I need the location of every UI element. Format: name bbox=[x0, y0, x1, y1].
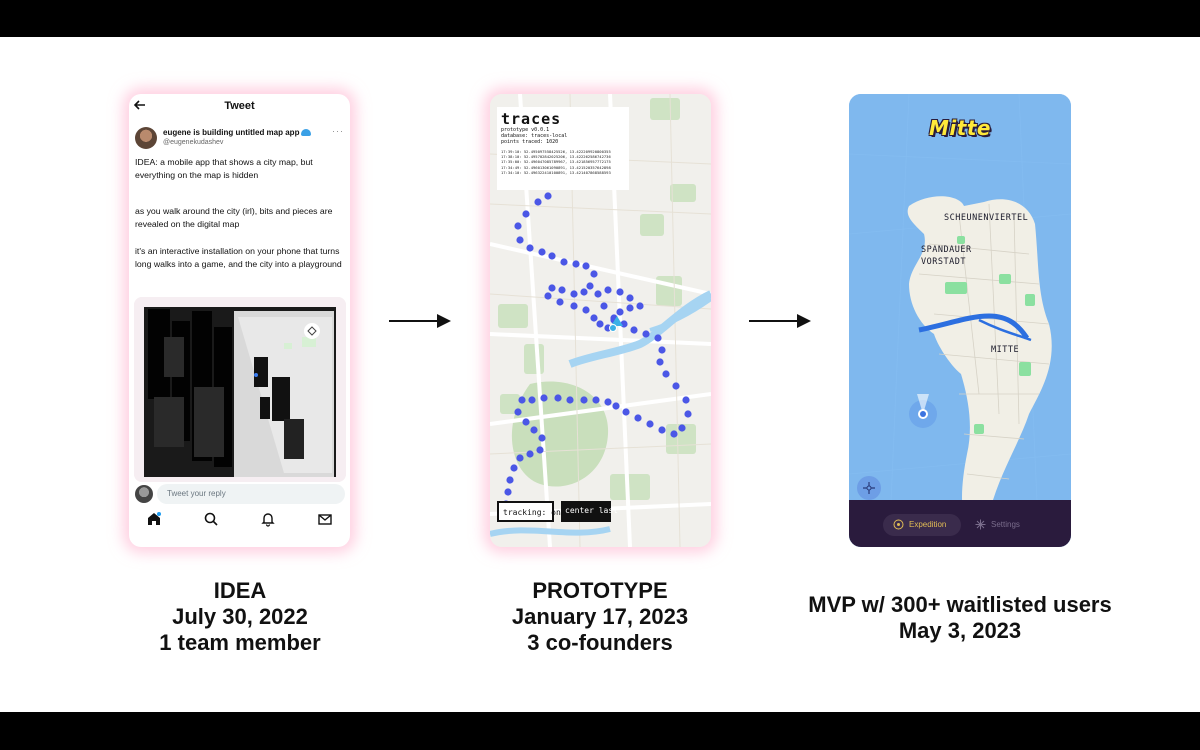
trace-point bbox=[672, 382, 679, 389]
map-label-spandauer: SPANDAUER bbox=[921, 245, 972, 255]
caption-line: MVP w/ 300+ waitlisted users bbox=[808, 592, 1112, 617]
trace-point bbox=[558, 286, 565, 293]
author-handle[interactable]: @eugenekudashev bbox=[163, 139, 224, 146]
trace-point bbox=[540, 394, 547, 401]
traces-prototype-screenshot bbox=[490, 94, 711, 547]
caption-mvp bbox=[790, 592, 1130, 644]
trace-point bbox=[604, 398, 611, 405]
trace-point bbox=[600, 302, 607, 309]
trace-point bbox=[658, 426, 665, 433]
tweet-media-image[interactable] bbox=[134, 297, 346, 482]
traces-title: traces bbox=[501, 110, 562, 128]
trace-point bbox=[516, 454, 523, 461]
trace-point bbox=[530, 426, 537, 433]
trace-point bbox=[678, 424, 685, 431]
trace-point bbox=[514, 408, 521, 415]
trace-point bbox=[604, 286, 611, 293]
trace-point bbox=[636, 302, 643, 309]
trace-point bbox=[536, 446, 543, 453]
tracking-toggle-button[interactable]: tracking: on bbox=[497, 501, 554, 522]
trace-point bbox=[626, 294, 633, 301]
traces-meta: points traced: 1020 bbox=[501, 139, 559, 145]
tweet-header-title: Tweet bbox=[224, 100, 255, 112]
traces-info-panel bbox=[497, 107, 629, 190]
traces-meta: prototype v0.0.1 bbox=[501, 127, 550, 133]
trace-point bbox=[554, 394, 561, 401]
trace-point bbox=[528, 396, 535, 403]
caption-prototype bbox=[470, 578, 730, 656]
trace-point bbox=[570, 290, 577, 297]
map-label-scheunenviertel: SCHEUNENVIERTEL bbox=[944, 213, 1029, 223]
trace-point bbox=[684, 410, 691, 417]
trace-point bbox=[626, 304, 633, 311]
gear-icon bbox=[975, 519, 986, 530]
trace-point bbox=[586, 282, 593, 289]
trace-point bbox=[654, 334, 661, 341]
trace-point bbox=[594, 290, 601, 297]
trace-point bbox=[682, 396, 689, 403]
reply-avatar bbox=[135, 485, 153, 503]
mitte-mvp-screenshot bbox=[849, 94, 1071, 547]
trace-point bbox=[518, 396, 525, 403]
trace-point bbox=[538, 434, 545, 441]
home-icon[interactable] bbox=[146, 511, 164, 529]
mitte-map[interactable] bbox=[849, 94, 1071, 547]
trace-point bbox=[548, 252, 555, 259]
trace-point bbox=[516, 236, 523, 243]
arrow-icon bbox=[749, 320, 809, 322]
tweet-header bbox=[129, 94, 350, 122]
compass-icon bbox=[893, 519, 904, 530]
trace-point bbox=[590, 270, 597, 277]
trace-point bbox=[538, 248, 545, 255]
trace-point bbox=[656, 358, 663, 365]
trace-point bbox=[504, 488, 511, 495]
trace-point bbox=[556, 298, 563, 305]
tab-expedition-label: Expedition bbox=[909, 520, 947, 529]
author-name[interactable] bbox=[163, 128, 311, 137]
traces-log-line: 17:35:00: 52.496047085789967, 13.421856957772175 bbox=[501, 159, 611, 165]
tab-settings[interactable] bbox=[973, 514, 1033, 536]
trace-point bbox=[582, 306, 589, 313]
trace-point bbox=[534, 198, 541, 205]
trace-point bbox=[612, 402, 619, 409]
bottom-nav bbox=[129, 511, 350, 533]
trace-point bbox=[670, 430, 677, 437]
reply-input[interactable]: Tweet your reply bbox=[157, 484, 345, 504]
trace-point bbox=[616, 308, 623, 315]
trace-point bbox=[526, 244, 533, 251]
slide bbox=[0, 37, 1200, 712]
trace-point bbox=[510, 464, 517, 471]
traces-log-line: 17:34:10: 52.496322410100891, 13.421407868588593 bbox=[501, 169, 611, 175]
search-icon[interactable] bbox=[203, 511, 221, 529]
center-last-button[interactable]: center last bbox=[561, 501, 611, 522]
traces-log-line: 17:38:10: 52.495702842025206, 13.422262586742736 bbox=[501, 154, 611, 160]
traces-log-line: 17:39:10: 52.495097558425526, 13.422209920800355 bbox=[501, 149, 611, 154]
trace-point bbox=[580, 396, 587, 403]
avatar[interactable] bbox=[135, 127, 157, 149]
caption-line: IDEA bbox=[213, 578, 267, 603]
tweet-paragraph: it's an interactive installation on your phone that turns long walks into a game, and the city into a playground bbox=[135, 246, 342, 269]
map-label-vorstadt: VORSTADT bbox=[921, 257, 966, 267]
mail-icon[interactable] bbox=[317, 511, 335, 529]
mitte-logo: Mitte bbox=[929, 116, 991, 140]
trace-point bbox=[544, 292, 551, 299]
traces-log bbox=[501, 149, 625, 175]
bell-icon[interactable] bbox=[260, 511, 278, 529]
tweet-screenshot bbox=[129, 94, 350, 547]
trace-point bbox=[590, 314, 597, 321]
traces-meta: database: traces-local bbox=[501, 133, 568, 139]
map-label-mitte: MITTE bbox=[991, 345, 1020, 355]
trace-point bbox=[596, 320, 603, 327]
trace-point bbox=[514, 222, 521, 229]
trace-point bbox=[634, 414, 641, 421]
trace-point bbox=[566, 396, 573, 403]
whale-emoji-icon bbox=[301, 129, 311, 136]
trace-point bbox=[522, 210, 529, 217]
caption-line: May 3, 2023 bbox=[898, 618, 1022, 643]
trace-point bbox=[506, 476, 513, 483]
caption-line: July 30, 2022 bbox=[172, 604, 308, 629]
caption-line: PROTOTYPE bbox=[532, 578, 668, 603]
tab-settings-label: Settings bbox=[991, 520, 1020, 529]
recenter-button[interactable] bbox=[857, 476, 881, 500]
caption-idea bbox=[120, 578, 360, 656]
bottom-tab-bar bbox=[849, 500, 1071, 547]
trace-point bbox=[662, 370, 669, 377]
trace-point bbox=[646, 420, 653, 427]
trace-point bbox=[526, 450, 533, 457]
tweet-paragraph: as you walk around the city (irl), bits and pieces are revealed on the digital map bbox=[135, 206, 333, 229]
more-icon[interactable]: ··· bbox=[332, 126, 344, 136]
trace-point bbox=[658, 346, 665, 353]
caption-line: 3 co-founders bbox=[527, 630, 673, 655]
trace-point bbox=[580, 288, 587, 295]
trace-point bbox=[582, 262, 589, 269]
caption-line: 1 team member bbox=[159, 630, 321, 655]
trace-point bbox=[592, 396, 599, 403]
arrow-icon bbox=[389, 320, 449, 322]
trace-point bbox=[570, 302, 577, 309]
trace-point bbox=[616, 288, 623, 295]
trace-point bbox=[522, 418, 529, 425]
trace-point bbox=[630, 326, 637, 333]
trace-point bbox=[544, 192, 551, 199]
trace-point bbox=[572, 260, 579, 267]
author-name-text: eugene is building untitled map app bbox=[163, 128, 300, 137]
trace-point bbox=[560, 258, 567, 265]
trace-point bbox=[642, 330, 649, 337]
crosshair-icon bbox=[857, 476, 881, 500]
tweet-paragraph: IDEA: a mobile app that shows a city map, but everything on the map is hidden bbox=[135, 157, 313, 180]
caption-line: January 17, 2023 bbox=[511, 604, 689, 629]
tab-expedition[interactable] bbox=[883, 514, 961, 536]
trace-point bbox=[622, 408, 629, 415]
trace-point bbox=[548, 284, 555, 291]
traces-log-line: 17:34:49: 52.496013061090891, 13.421520357642898 bbox=[501, 164, 611, 170]
